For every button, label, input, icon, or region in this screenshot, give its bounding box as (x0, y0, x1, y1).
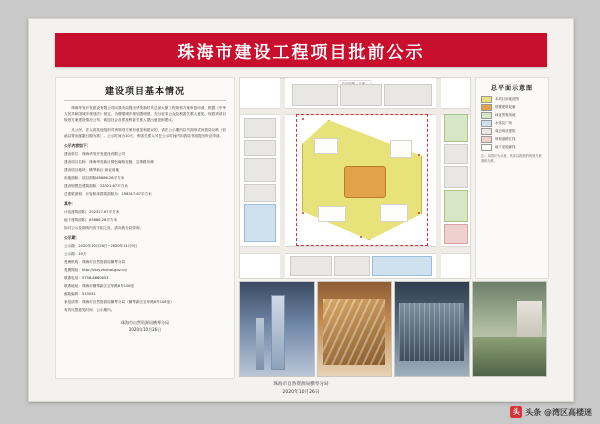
legend-swatch (481, 104, 492, 111)
rendering-photo-4[interactable] (472, 281, 548, 377)
field-value: 计容积率建筑面积为：198317.67平方米 (85, 192, 152, 197)
neighbor-block (244, 140, 276, 156)
contact-line: 联系电话：0756-8680653 (64, 276, 109, 281)
watermark (510, 406, 592, 418)
field-label: 建设项目名称： (64, 160, 90, 165)
legend-label: 规划道路红线 (495, 136, 516, 141)
notice-title: 公示内容如下： (64, 143, 91, 149)
vertex-marker (302, 118, 304, 120)
watermark-text: 头条 @湾区高楼迷 (525, 407, 592, 417)
legend-item (481, 120, 543, 127)
contact-line: 公示期：10天 (64, 252, 87, 257)
vertex-marker (360, 236, 362, 238)
legend-item (481, 136, 543, 143)
neighbor-block (384, 84, 432, 106)
field-value: 珠海华发新区情侣南路北侧、宝珠路东侧 (89, 160, 154, 165)
poster-banner (55, 33, 547, 67)
legend-item (481, 112, 543, 119)
legend-swatch (481, 112, 492, 119)
legend-label: 地下室轮廓线 (495, 144, 516, 149)
legend-label: 塔楼建筑轮廓 (495, 104, 516, 109)
contact-line: 邮政编码：519031 (64, 292, 96, 297)
rendering-photo-2[interactable] (317, 281, 393, 377)
podium-block (314, 138, 338, 154)
podium-block (390, 140, 412, 158)
field-row (64, 151, 226, 157)
field-label: 建设规模总建筑面积： (64, 184, 100, 189)
neighbor-block (244, 158, 276, 182)
panel-heading: 建设项目基本情况 (64, 84, 226, 101)
podium-block (380, 204, 408, 222)
facade-pattern (323, 299, 385, 365)
legend-label: 水体及广场 (495, 120, 512, 125)
detail-title: 其中： (64, 201, 76, 207)
field-label: 用地面积： (64, 176, 82, 181)
water-block (372, 256, 432, 276)
contact-line: 来信请寄：珠海市自然资源局横琴分局（横琴新区宝华路6号106室） (64, 300, 174, 305)
issue-date: 2020年10月26日 (128, 327, 162, 333)
field-row (64, 167, 226, 173)
landscape-shape (473, 337, 547, 376)
detail-line: 如对公示及图纸内容不知之处，请向我分局咨询。 (64, 226, 144, 231)
legend-swatch (481, 120, 492, 127)
intro-paragraph-1: 珠海华发开发建设有限公司向我市局提出华发新时代总部大厦工程规划方案审批申请，根据《中华人民共和国城乡规划法》规定，为增强城乡规划透明度，充分征求公众及利害关系人意见，现将该项目规划方案建设情况公布，欢迎社会各界及利害关系人提出意见和建议。 (64, 106, 226, 123)
detail-line: 计容建筑面积：202317.67平方米 (64, 210, 120, 215)
contact-title: 公示期： (64, 235, 80, 241)
neighbor-block (444, 166, 468, 188)
legend-swatch (481, 144, 492, 151)
legend-label: 本项目用地范围 (495, 96, 519, 101)
field-label: 总建筑面积： (64, 192, 86, 197)
map-legend (475, 77, 549, 279)
poster-board (28, 18, 574, 402)
contact-line: 联系地址：珠海市横琴新区宝华路6号106室 (64, 284, 135, 289)
footer-date: 2020年10月26日 (282, 390, 320, 395)
legend-item (481, 96, 543, 103)
neighbor-block (244, 118, 276, 138)
neighbor-block (444, 144, 468, 164)
field-label: 建设单位： (64, 152, 82, 157)
neighbor-block (334, 256, 370, 276)
field-row (64, 175, 226, 181)
legend-swatch (481, 128, 492, 135)
project-info-panel (55, 77, 235, 379)
vertex-marker (418, 212, 420, 214)
road-vertical (280, 78, 285, 279)
road-line-block (444, 224, 468, 244)
footer-issuer: 珠海市自然资源局横琴分局 (273, 382, 329, 387)
neighbor-block (244, 184, 276, 202)
neighbor-block (292, 84, 338, 106)
legend-swatch (481, 96, 492, 103)
poster-title: 珠海市建设工程项目批前公示 (177, 42, 425, 63)
poster-footer (55, 381, 547, 397)
legend-swatch (481, 136, 492, 143)
road-vertical (436, 78, 441, 279)
contact-line: 有效反馈意见时间：公示期内。 (64, 308, 115, 313)
contact-line-url[interactable]: 受理网址：http://zrzy.zhuhai.gov.cn/ (64, 268, 127, 273)
legend-label: 周边现状建筑 (495, 128, 516, 133)
detail-line: 地下建筑面积：65686.28平方米 (64, 218, 118, 223)
green-block (444, 114, 468, 142)
site-plan-map[interactable] (239, 77, 471, 279)
watermark-logo: 头 (510, 406, 522, 418)
field-row (64, 191, 226, 197)
tower-shape (271, 295, 285, 370)
legend-label: 绿化景观用地 (495, 112, 516, 117)
neighbor-block (290, 256, 332, 276)
green-block (444, 190, 468, 222)
field-label: 建设项目地块： (64, 168, 90, 173)
intro-paragraph-2: 凡公民、法人或其他组织对该规划方案有意见和建议的，请在公示期内以书面形式向我局反映（信函以寄出邮戳日期为准）。公示时间为10天，利害关系人可在公示时间内向我局书面提出听证申请。 (64, 127, 226, 138)
vertex-marker (302, 212, 304, 214)
legend-note: 注：本图仅为示意，具体以批准的规划方案图纸为准。 (481, 153, 542, 163)
facade-pattern (399, 303, 464, 361)
rendering-strip (239, 281, 547, 377)
field-value: 横琴新区 商业用地 (89, 168, 120, 173)
legend-item (481, 128, 543, 135)
field-row (64, 183, 226, 189)
tower-footprint (344, 166, 386, 198)
map-canvas (240, 78, 470, 278)
legend-item (481, 104, 543, 111)
field-value: 23321.67平方米 (99, 184, 128, 189)
vertex-marker (418, 154, 420, 156)
field-row (64, 159, 226, 165)
field-value: 珠海华发开发建设有限公司 (81, 152, 126, 157)
rendering-photo-1[interactable] (239, 281, 315, 377)
neighbor-block (340, 84, 382, 106)
water-block (244, 204, 276, 242)
field-value: 项目面积65686.28平方米 (81, 176, 125, 181)
contact-line: 受理机构：珠海市自然资源局横琴分局 (64, 260, 126, 265)
legend-item (481, 144, 543, 151)
issuer-name: 珠海市自然资源局横琴分局 (121, 320, 169, 326)
contact-line: 公示期：2020年10月26日~2020年11月9日 (64, 244, 138, 249)
rendering-photo-3[interactable] (394, 281, 470, 377)
tower-secondary-shape (256, 318, 264, 371)
legend-title: 总平面示意图 (490, 85, 533, 92)
podium-block (318, 206, 346, 222)
